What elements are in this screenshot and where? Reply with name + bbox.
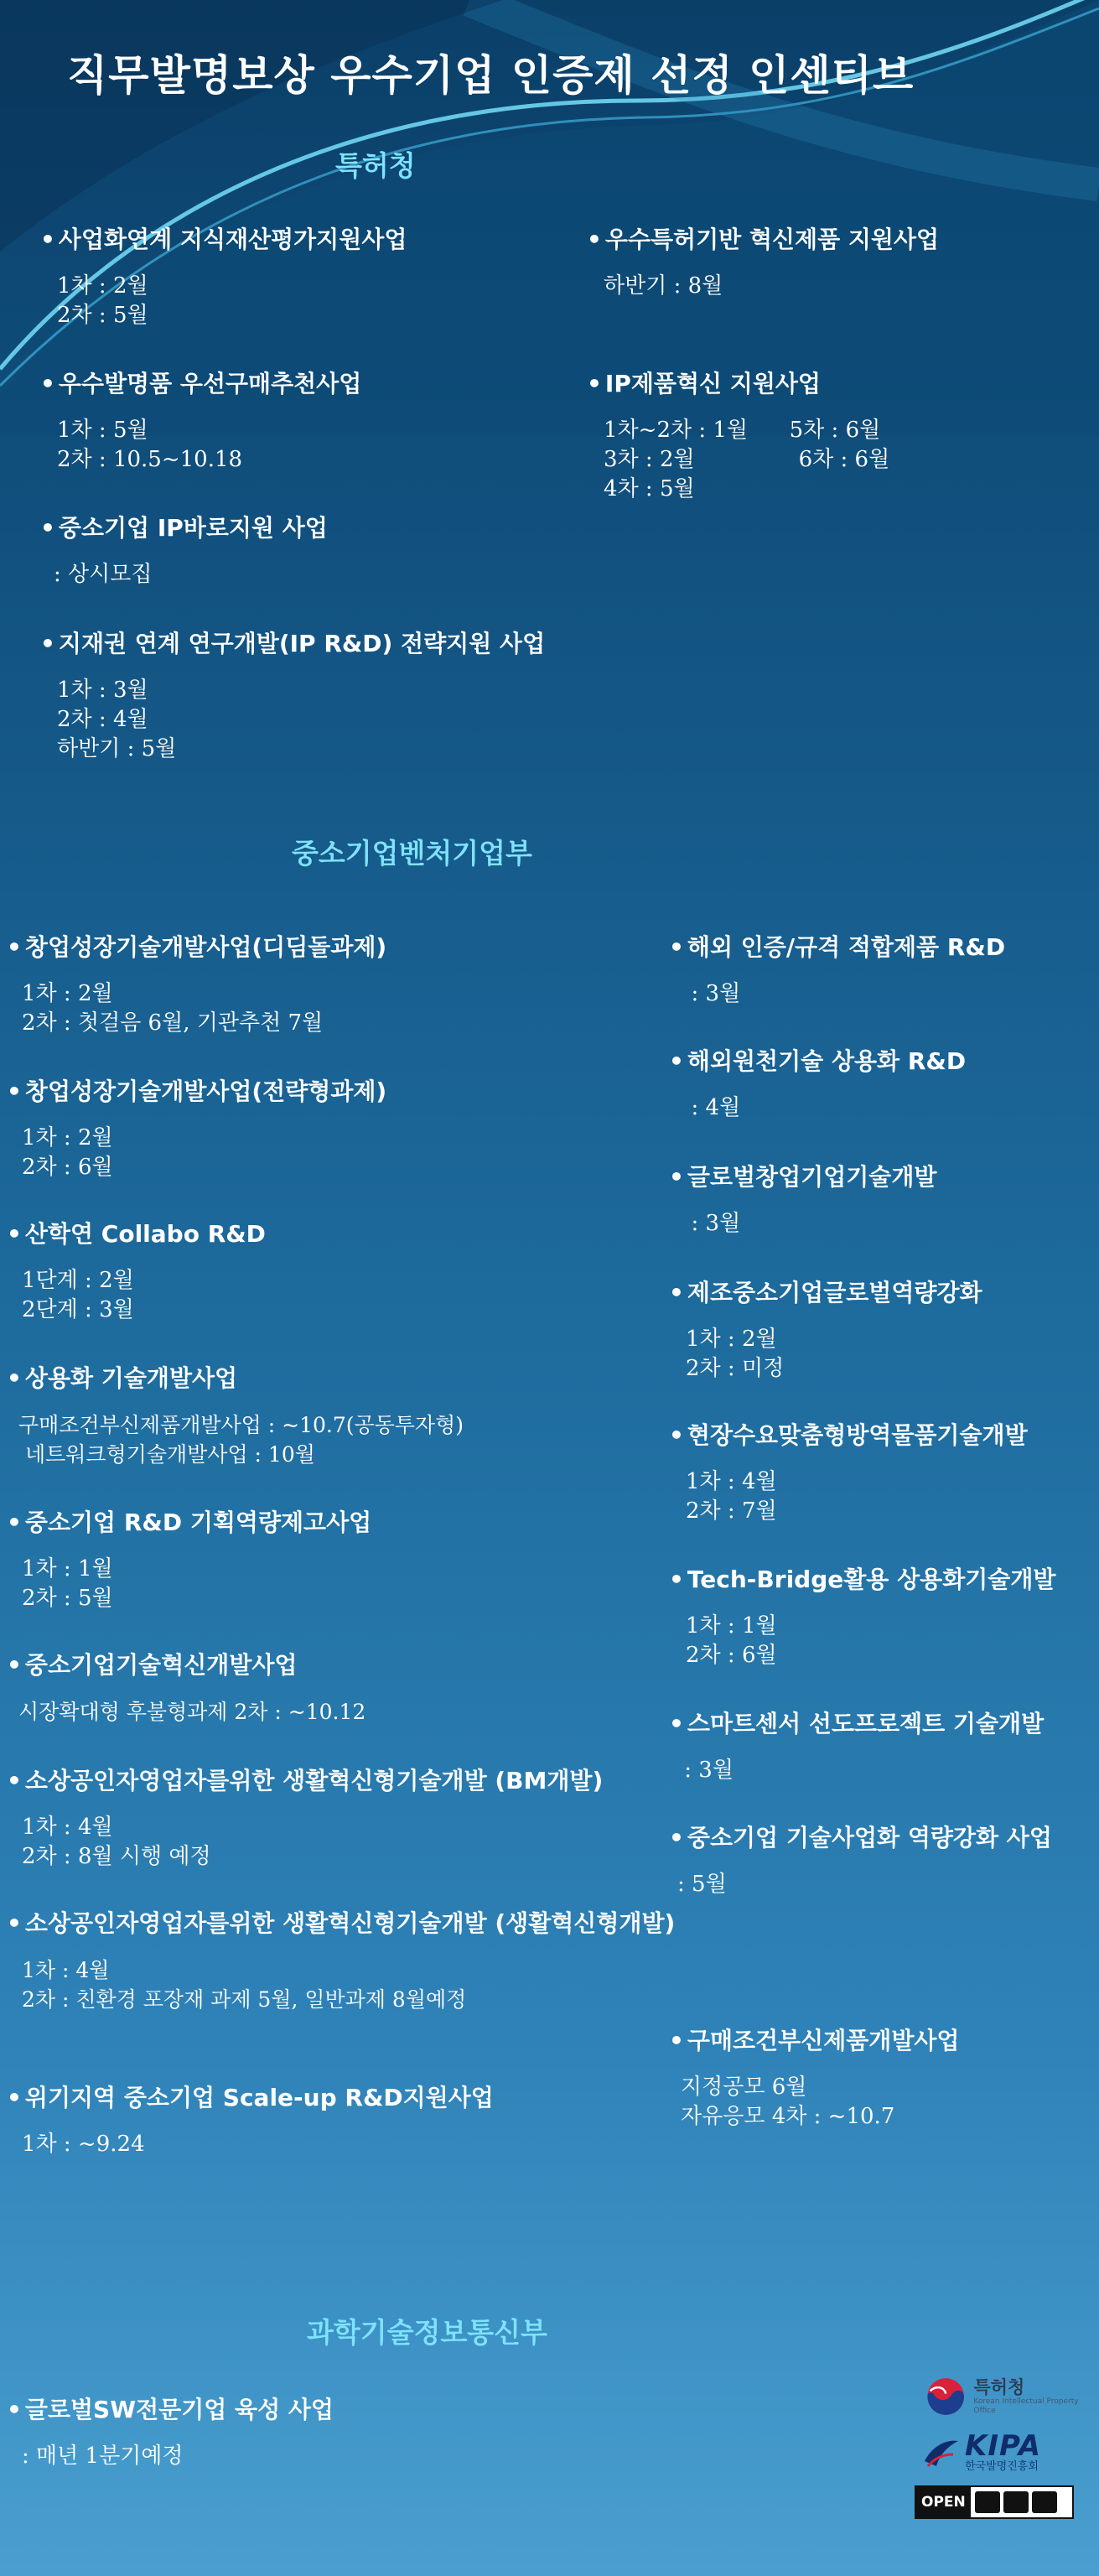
program-item (7, 2081, 494, 2159)
program-item (40, 512, 328, 589)
program-item (7, 1218, 266, 1325)
program-schedule: 1차 : 4월 2차 : 친환경 포장재 과제 5월, 일반과제 8월예정 (22, 1958, 467, 2012)
kipo-english-name: Korean Intellectual Property Office (973, 2397, 1079, 2415)
program-title: • 소상공인자영업자를위한 생활혁신형기술개발 (생활혁신형개발) (7, 1907, 675, 1940)
kipo-name: 특허청 (973, 2377, 1025, 2397)
program-schedule: 1차 : 2월 2차 : 5월 (57, 273, 148, 328)
program-title: • 스마트센서 선도프로젝트 기술개발 (669, 1707, 1044, 1741)
kipa-swoosh-icon (923, 2436, 960, 2470)
program-item (40, 627, 545, 764)
program-title: • IP제품혁신 지원사업 (587, 367, 889, 401)
kipo-emblem-icon (925, 2371, 967, 2422)
program-schedule: 1차 : ~9.24 (22, 2132, 145, 2157)
program-schedule: 하반기 : 8월 (604, 273, 723, 299)
program-item (7, 1764, 603, 1872)
program-schedule: : 매년 1분기예정 (22, 2444, 184, 2469)
kipa-name: KIPA (965, 2429, 1042, 2463)
program-title: • 중소기업기술혁신개발사업 (7, 1649, 365, 1682)
program-item (587, 223, 939, 301)
program-title: • 상용화 기술개발사업 (7, 1362, 464, 1395)
program-schedule: 1차 : 1월 2차 : 6월 (686, 1613, 777, 1668)
program-item (7, 931, 386, 1038)
agency-heading-msit: 과학기술정보통신부 (307, 2316, 547, 2349)
noncommercial-icon (1003, 2491, 1029, 2513)
program-schedule: 1차 : 2월 2차 : 6월 (22, 1125, 113, 1180)
program-item (669, 1276, 982, 1384)
program-title: • Tech-Bridge활용 상용화기술개발 (669, 1563, 1055, 1597)
program-title: • 해외 인증/규격 적합제품 R&D (669, 931, 1005, 964)
program-title: • 해외원천기술 상용화 R&D (669, 1045, 966, 1078)
program-item (40, 367, 361, 475)
program-title: • 글로벌창업기업기술개발 (669, 1161, 936, 1194)
agency-heading-mss: 중소기업벤처기업부 (292, 837, 532, 870)
agency-heading-kipo: 특허청 (335, 149, 416, 182)
no-derivatives-icon (1032, 2491, 1057, 2513)
program-title: • 우수발명품 우선구매추천사업 (40, 367, 361, 401)
program-item (40, 223, 407, 330)
program-title: • 산학연 Collabo R&D (7, 1218, 266, 1251)
program-item (669, 1821, 1052, 1899)
program-title: • 위기지역 중소기업 Scale-up R&D지원사업 (7, 2081, 494, 2115)
program-schedule: 1차 : 2월 2차 : 미정 (686, 1327, 785, 1381)
kipa-korean-name: 한국발명진흥회 (965, 2460, 1039, 2473)
program-item (669, 931, 1005, 1009)
program-schedule: 1차 : 1월 2차 : 5월 (22, 1556, 113, 1611)
attribution-icon (975, 2491, 1000, 2513)
kipo-logo (925, 2371, 1082, 2422)
program-item (7, 1649, 365, 1727)
program-schedule: : 상시모집 (54, 562, 153, 587)
program-item (587, 367, 889, 504)
program-item (669, 1707, 1044, 1785)
program-title: • 사업화연계 지식재산평가지원사업 (40, 223, 407, 257)
program-schedule: 1차 : 3월 2차 : 4월 하반기 : 5월 (57, 678, 177, 761)
program-schedule: 지정공모 6월 자유응모 4차 : ~10.7 (681, 2075, 895, 2129)
program-title: • 지재권 연계 연구개발(IP R&D) 전략지원 사업 (40, 627, 545, 661)
program-item (7, 2393, 334, 2471)
program-schedule: : 3월 (677, 981, 741, 1006)
program-item (7, 1362, 464, 1469)
program-title: • 중소기업 IP바로지원 사업 (40, 512, 328, 545)
page-title: 직무발명보상 우수기업 인증제 선정 인센티브 (67, 51, 915, 100)
program-item (669, 1419, 1028, 1526)
program-title: • 글로벌SW전문기업 육성 사업 (7, 2393, 334, 2427)
program-schedule: 1단계 : 2월 2단계 : 3월 (22, 1268, 134, 1322)
program-item (669, 2024, 959, 2132)
program-item (7, 1506, 371, 1613)
program-title: • 중소기업 R&D 기획역량제고사업 (7, 1506, 371, 1540)
program-item (7, 1075, 386, 1182)
program-schedule: 1차 : 5월 2차 : 10.5~10.18 (57, 418, 243, 472)
program-item (669, 1161, 936, 1239)
footer-logos (915, 2371, 1082, 2564)
program-schedule: : 5월 (677, 1872, 727, 1897)
program-title: • 구매조건부신제품개발사업 (669, 2024, 959, 2058)
program-title: • 창업성장기술개발사업(전략형과제) (7, 1075, 386, 1109)
program-schedule: 구매조건부신제품개발사업 : ~10.7(공동투자형) 네트워크형기술개발사업 : 10월 (18, 1413, 464, 1467)
program-schedule: 1차 : 2월 2차 : 첫걸음 6월, 기관추천 7월 (22, 981, 324, 1036)
program-schedule: 1차 : 4월 2차 : 8월 시행 예정 (22, 1815, 211, 1869)
program-item (7, 1907, 675, 2014)
program-schedule: : 3월 (677, 1758, 734, 1783)
program-title: • 제조중소기업글로벌역량강화 (669, 1276, 982, 1310)
open-license-badge (915, 2485, 1074, 2519)
program-item (669, 1045, 966, 1123)
program-title: • 창업성장기술개발사업(디딤돌과제) (7, 931, 386, 964)
program-schedule: 1차~2차 : 1월 5차 : 6월 3차 : 2월 6차 : 6월 4차 : 5월 (604, 418, 890, 501)
open-license-label: OPEN (916, 2487, 971, 2517)
program-schedule: 1차 : 4월 2차 : 7월 (686, 1469, 777, 1524)
program-schedule: : 4월 (677, 1095, 741, 1120)
program-schedule: 시장확대형 후불형과제 2차 : ~10.12 (18, 1700, 366, 1724)
program-title: • 현장수요맞춤형방역물품기술개발 (669, 1419, 1028, 1452)
program-schedule: : 3월 (677, 1211, 741, 1236)
kipa-logo (923, 2429, 1082, 2474)
program-item (669, 1563, 1055, 1670)
program-title: • 중소기업 기술사업화 역량강화 사업 (669, 1821, 1052, 1855)
program-title: • 우수특허기반 혁신제품 지원사업 (587, 223, 939, 257)
program-title: • 소상공인자영업자를위한 생활혁신형기술개발 (BM개발) (7, 1764, 603, 1798)
